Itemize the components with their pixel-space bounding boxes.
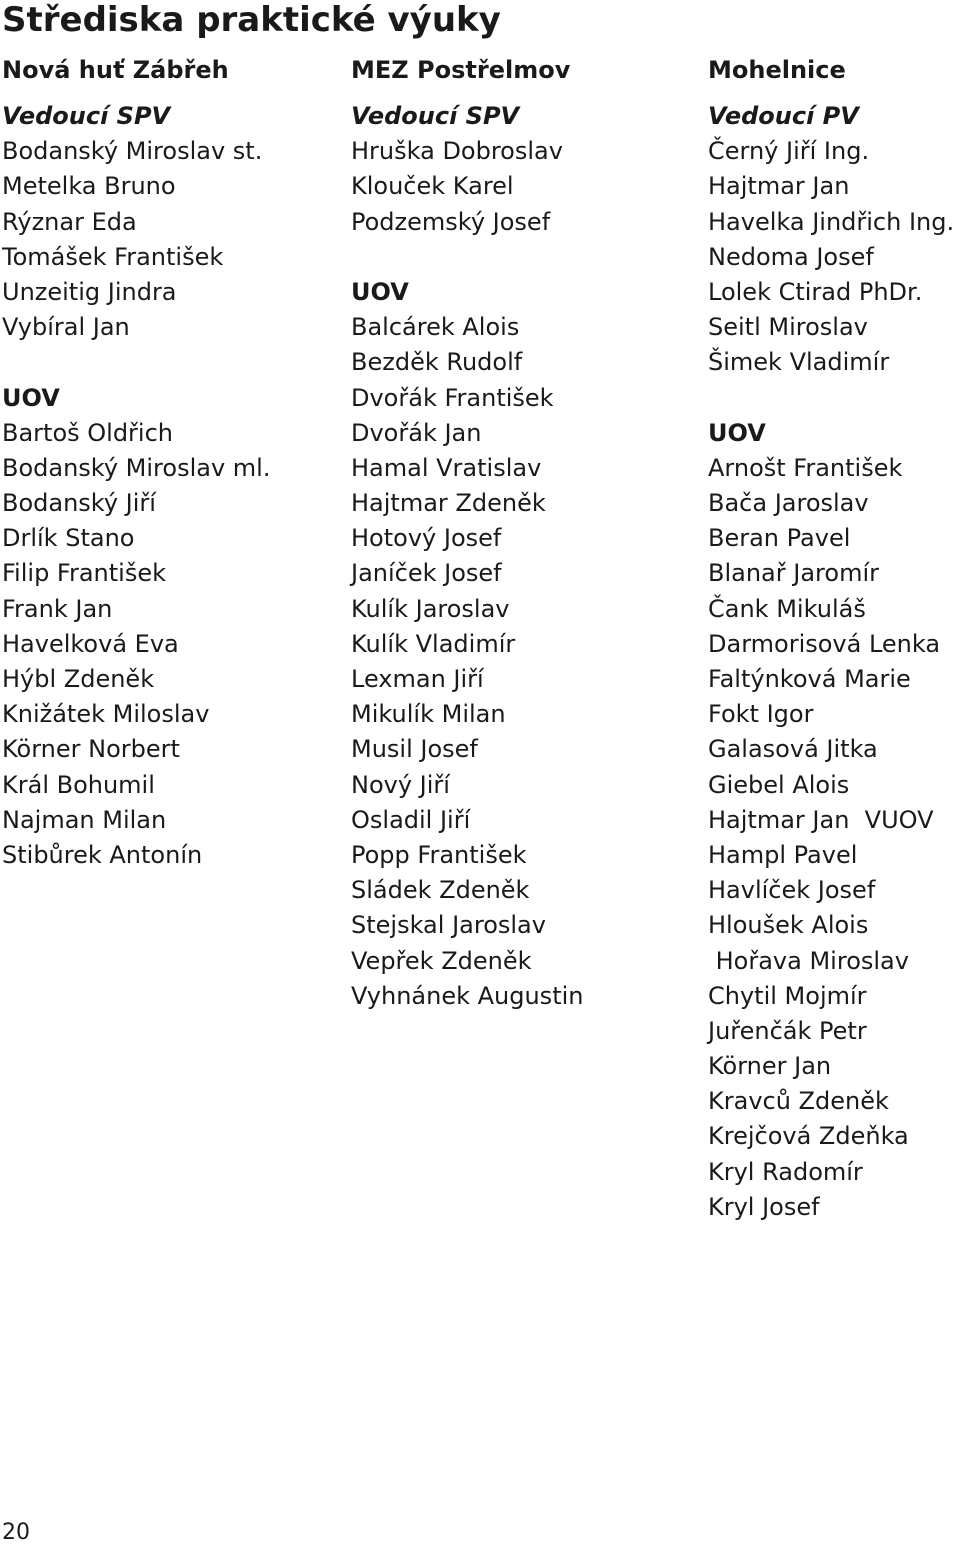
name-item: Bodanský Jiří (2, 489, 156, 518)
name-item: Dvořák Jan (351, 418, 482, 447)
name-item: Kulík Jaroslav (351, 594, 510, 623)
name-item: Bodanský Miroslav ml. (2, 453, 271, 482)
name-item: Král Bohumil (2, 770, 155, 799)
name-item: Balcárek Alois (351, 313, 520, 342)
name-item: Hamal Vratislav (351, 453, 542, 482)
name-item: Tomášek František (2, 242, 224, 271)
name-item: Rýznar Eda (2, 207, 137, 236)
name-item: Janíček Josef (351, 559, 502, 588)
name-item: Kryl Radomír (708, 1157, 863, 1186)
page-title: Střediska praktické výuky (2, 0, 501, 40)
name-item: Metelka Bruno (2, 172, 176, 201)
name-item: Bartoš Oldřich (2, 418, 173, 447)
name-item: Popp František (351, 840, 527, 869)
name-item: Galasová Jitka (708, 735, 878, 764)
page-number: 20 (2, 1520, 30, 1545)
name-item: Knižátek Miloslav (2, 700, 210, 729)
name-item: Blanař Jaromír (708, 559, 879, 588)
name-item: Osladil Jiří (351, 805, 471, 834)
name-item: Klouček Karel (351, 172, 514, 201)
name-item: Havelka Jindřich Ing. (708, 207, 955, 236)
name-item: Kulík Vladimír (351, 629, 516, 658)
name-item: Havelková Eva (2, 629, 179, 658)
name-item: Havlíček Josef (708, 876, 876, 905)
name-item: Nedoma Josef (708, 242, 874, 271)
name-item: Černý Jiří Ing. (708, 137, 870, 166)
name-item: Hloušek Alois (708, 911, 869, 940)
name-item: Hruška Dobroslav (351, 137, 563, 166)
name-item: Stibůrek Antonín (2, 840, 203, 869)
name-item: Čank Mikuláš (708, 594, 866, 623)
name-list (351, 310, 691, 1014)
name-item: Nový Jiří (351, 770, 450, 799)
name-item: Lexman Jiří (351, 665, 484, 693)
name-item: Körner Jan (708, 1052, 832, 1081)
name-item: Hotový Josef (351, 524, 502, 553)
name-item: Juřenčák Petr (708, 1016, 867, 1045)
name-item: Arnošt František (708, 453, 903, 482)
name-item: Vepřek Zdeněk (351, 946, 532, 975)
name-item: Frank Jan (2, 594, 113, 623)
name-item: Vyhnánek Augustin (351, 981, 584, 1010)
column-heading: Nová huť Zábřeh (2, 56, 229, 84)
name-item: Hajtmar Zdeněk (351, 489, 546, 518)
name-item: Bezděk Rudolf (351, 348, 523, 377)
name-item: Faltýnková Marie (708, 665, 911, 693)
name-item: Šimek Vladimír (708, 348, 890, 377)
name-item: Stejskal Jaroslav (351, 911, 546, 940)
name-item: Fokt Igor (708, 700, 814, 729)
name-item: Dvořák František (351, 383, 554, 412)
name-item: Unzeitig Jindra (2, 277, 177, 306)
name-item: Kryl Josef (708, 1192, 820, 1221)
name-item: Giebel Alois (708, 770, 850, 799)
name-item: Hampl Pavel (708, 840, 858, 869)
column-heading: Mohelnice (708, 56, 846, 84)
column-nova-hut-zabreh (2, 53, 332, 873)
name-item: Filip František (2, 559, 167, 588)
section-title-vedouci: Vedoucí SPV (351, 102, 520, 130)
name-item: Seitl Miroslav (708, 313, 868, 342)
name-item: Chytil Mojmír (708, 981, 867, 1010)
name-item: Najman Milan (2, 805, 167, 834)
name-item: Bača Jaroslav (708, 489, 869, 518)
name-item: Sládek Zdeněk (351, 876, 530, 905)
name-item: Musil Josef (351, 735, 478, 764)
section-title-uov: UOV (2, 383, 60, 412)
name-list (708, 134, 960, 380)
section-title-uov: UOV (351, 277, 409, 306)
name-item: Krejčová Zdeňka (708, 1122, 909, 1151)
name-item: Bodanský Miroslav st. (2, 137, 263, 166)
name-item: Beran Pavel (708, 524, 851, 553)
name-item: Hajtmar Jan VUOV (708, 805, 934, 834)
name-list (708, 451, 960, 1225)
section-title-vedouci: Vedoucí SPV (2, 102, 171, 130)
name-item: Körner Norbert (2, 735, 180, 764)
name-list (2, 416, 332, 873)
column-heading: MEZ Postřelmov (351, 56, 571, 84)
name-item: Vybíral Jan (2, 313, 130, 342)
name-item: Kravců Zdeněk (708, 1087, 889, 1116)
name-item: Hýbl Zdeněk (2, 665, 155, 693)
name-item: Mikulík Milan (351, 700, 506, 729)
name-item: Drlík Stano (2, 524, 135, 553)
name-item: Hajtmar Jan (708, 172, 850, 201)
name-item: Lolek Ctirad PhDr. (708, 277, 923, 306)
name-list (351, 134, 691, 240)
name-item: Darmorisová Lenka (708, 629, 941, 658)
section-title-uov: UOV (708, 418, 766, 447)
name-item: Podzemský Josef (351, 207, 551, 236)
section-title-vedouci: Vedoucí PV (708, 102, 859, 130)
name-item: Hořava Miroslav (708, 946, 909, 975)
name-list (2, 134, 332, 345)
column-mez-postrelmov (351, 53, 691, 1014)
column-mohelnice (708, 53, 960, 1225)
